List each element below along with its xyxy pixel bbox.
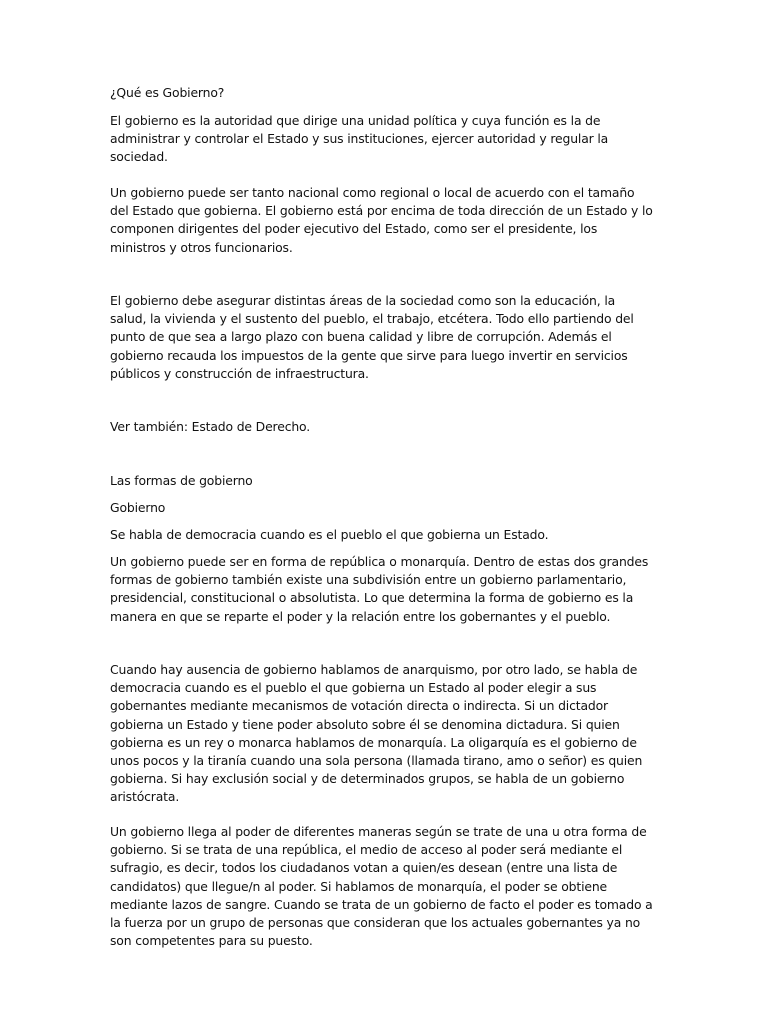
document-title: ¿Qué es Gobierno? (110, 85, 225, 100)
paragraph-forms: Un gobierno puede ser en forma de república o monarquía. Dentro de estas dos grandes formas de gobierno también existe una subdivisión entre un gobierno parlamentario, presidencial, constitucional o absolutista. Lo que determina la forma de gobierno es la manera en que se reparte el poder y la relación entre los gobernantes y el pueblo. (110, 554, 649, 624)
forms-heading: Las formas de gobierno (110, 473, 253, 488)
paragraph-definition: El gobierno es la autoridad que dirige una unidad política y cuya función es la de administrar y controlar el Estado y sus instituciones, ejercer autoridad y regular la sociedad. (110, 113, 609, 165)
gobierno-heading: Gobierno (110, 500, 166, 515)
democracy-line: Se habla de democracia cuando es el pueblo el que gobierna un Estado. (110, 527, 549, 542)
paragraph-responsibilities: El gobierno debe asegurar distintas áreas de la sociedad como son la educación, la salud, la vivienda y el sustento del pueblo, el trabajo, etcétera. Todo ello partiendo del punto de que sea a largo plazo con buena calidad y libre de corrupción. Además el gobierno recauda los impuestos de la gente que sirve para luego invertir en servicios públicos y construcción de infraestructura. (110, 293, 634, 381)
paragraph-scope: Un gobierno puede ser tanto nacional como regional o local de acuerdo con el tamaño del Estado que gobierna. El gobierno está por encima de toda dirección de un Estado y lo componen dirigentes del poder ejecutivo del Estado, como ser el presidente, los ministros y otros funcionarios. (110, 185, 653, 255)
see-also-note: Ver también: Estado de Derecho. (110, 419, 311, 434)
paragraph-access-to-power: Un gobierno llega al poder de diferentes maneras según se trate de una u otra forma de gobierno. Si se trata de una república, el medio de acceso al poder será mediante el sufragio, es decir, todos los ciudadanos votan a quien/es desean (entre una lista de candidatos) que llegue/n al poder. Si hablamos de monarquía, el poder se obtiene mediante lazos de sangre. Cuando se trata de un gobierno de facto el poder es tomado a la fuerza por un grupo de personas que consideran que los actuales gobernantes ya no son competentes para su puesto. (110, 824, 653, 949)
paragraph-types: Cuando hay ausencia de gobierno hablamos de anarquismo, por otro lado, se habla de democracia cuando es el pueblo el que gobierna un Estado al poder elegir a sus gobernantes mediante mecanismos de votación directa o indirecta. Si un dictador gobierna un Estado y tiene poder absoluto sobre él se denomina dictadura. Si quien gobierna es un rey o monarca hablamos de monarquía. La oligarquía es el gobierno de unos pocos y la tiranía cuando una sola persona (llamada tirano, amo o señor) es quien gobierna. Si hay exclusión social y de determinados grupos, se habla de un gobierno aristócrata. (110, 662, 643, 805)
